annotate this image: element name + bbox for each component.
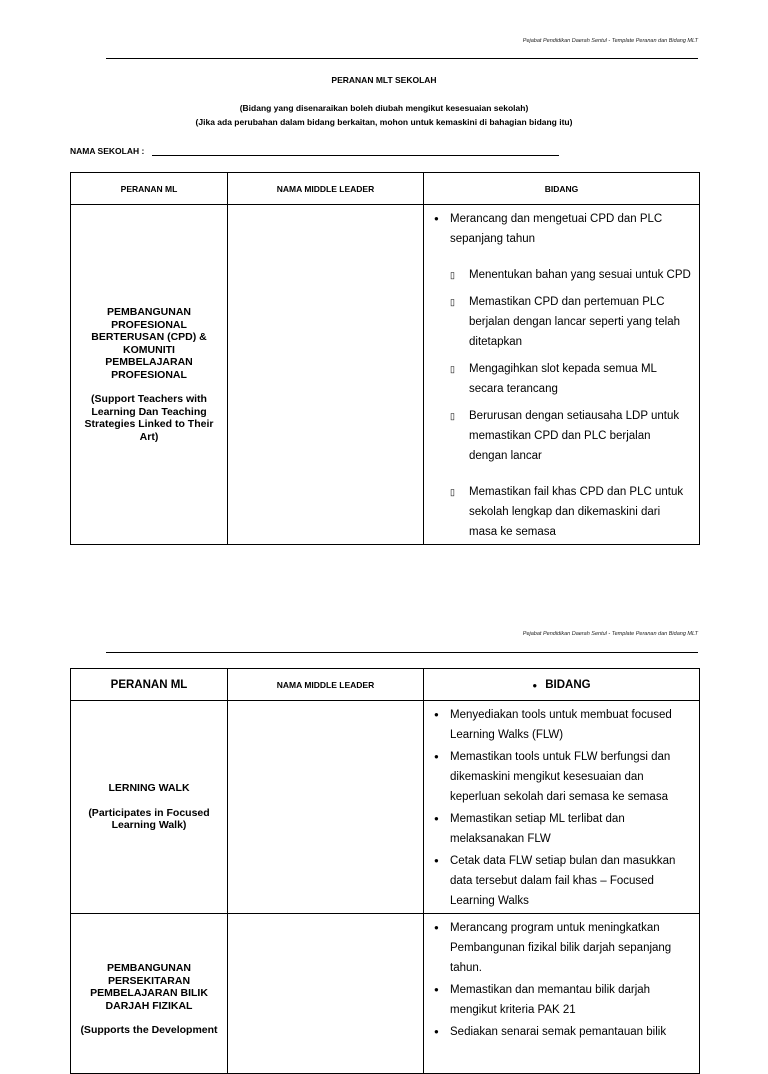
subtitle-line-2: (Jika ada perubahan dalam bidang berkaitan, mohon untuk kemaskini di bahagian bidang itu) [195, 117, 573, 127]
header-peranan-ml: PERANAN ML [71, 669, 228, 701]
school-name-blank [152, 155, 559, 156]
header-peranan-ml: PERANAN ML [71, 173, 228, 205]
page-header-note: Pejabat Pendidikan Daerah Sentul - Template Peranan dan Bidang MLT [522, 38, 698, 44]
header-bidang: BIDANG [424, 173, 700, 205]
table-row [71, 701, 700, 914]
bidang-cell [424, 205, 700, 545]
list-item: ▯ Memastikan CPD dan pertemuan PLC berjalan dengan lancar seperti yang telah ditetapkan [430, 292, 691, 352]
header-rule [106, 652, 698, 653]
header-nama-middle-leader: NAMA MIDDLE LEADER [228, 669, 424, 701]
list-item: ● Memastikan tools untuk FLW berfungsi dan dikemaskini mengikut kesesuaian dan keperluan sekolah dari semasa ke semasa [430, 747, 691, 807]
middle-leader-name-cell[interactable] [228, 701, 424, 914]
list-item: ● Cetak data FLW setiap bulan dan masukkan data tersebut dalam fail khas – Focused Learning Walks [430, 851, 691, 911]
list-item: ● Memastikan setiap ML terlibat dan melaksanakan FLW [430, 809, 691, 849]
bidang-cell [424, 914, 700, 1074]
roles-table-1 [70, 172, 700, 545]
document-title: PERANAN MLT SEKOLAH [331, 75, 437, 85]
role-title: PEMBANGUNAN PERSEKITARAN PEMBELAJARAN BILIK DARJAH FIZIKAL [90, 962, 208, 1012]
list-item: ● Memastikan dan memantau bilik darjah mengikut kriteria PAK 21 [430, 980, 691, 1020]
table-row [71, 205, 700, 545]
list-item: ● Sediakan senarai semak pemantauan bilik [430, 1022, 691, 1042]
role-title: LERNING WALK [108, 782, 190, 795]
table-header-row [71, 669, 700, 701]
list-item: ▯ Menentukan bahan yang sesuai untuk CPD [430, 265, 691, 285]
role-cell [71, 914, 228, 1074]
header-nama-middle-leader: NAMA MIDDLE LEADER [228, 173, 424, 205]
bidang-list [430, 918, 691, 1042]
subtitle-line-1: (Bidang yang disenaraikan boleh diubah mengikut kesesuaian sekolah) [239, 103, 529, 113]
role-subtitle: (Supports the Development [80, 1024, 218, 1036]
middle-leader-name-cell[interactable] [228, 205, 424, 545]
list-item: ● Merancang dan mengetuai CPD dan PLC sepanjang tahun [430, 209, 691, 249]
role-cell [71, 205, 228, 545]
list-item: ▯ Memastikan fail khas CPD dan PLC untuk sekolah lengkap dan dikemaskini dari masa ke semasa [430, 482, 691, 542]
bidang-list [430, 705, 691, 911]
page-header-note: Pejabat Pendidikan Daerah Sentul - Template Peranan dan Bidang MLT [522, 631, 698, 637]
list-item: ● Menyediakan tools untuk membuat focused Learning Walks (FLW) [430, 705, 691, 745]
role-subtitle: (Support Teachers with Learning Dan Teaching Strategies Linked to Their Art) [84, 393, 214, 443]
header-rule [106, 58, 698, 59]
role-title: PEMBANGUNAN PROFESIONAL BERTERUSAN (CPD) & KOMUNITI PEMBELAJARAN PROFESIONAL [91, 306, 207, 381]
bidang-cell [424, 701, 700, 914]
table-header-row [71, 173, 700, 205]
list-item: ▯ Mengagihkan slot kepada semua ML secara terancang [430, 359, 691, 399]
school-name-label: NAMA SEKOLAH : [70, 146, 145, 156]
middle-leader-name-cell[interactable] [228, 914, 424, 1074]
table-row [71, 914, 700, 1074]
bidang-list [430, 209, 691, 542]
role-cell [71, 701, 228, 914]
role-subtitle: (Participates in Focused Learning Walk) [88, 806, 210, 832]
roles-table-2 [70, 668, 700, 1074]
list-item: ● Merancang program untuk meningkatkan Pembangunan fizikal bilik darjah sepanjang tahun. [430, 918, 691, 978]
header-bidang: ● BIDANG [424, 669, 700, 701]
list-item: ▯ Berurusan dengan setiausaha LDP untuk memastikan CPD dan PLC berjalan dengan lancar [430, 406, 691, 466]
